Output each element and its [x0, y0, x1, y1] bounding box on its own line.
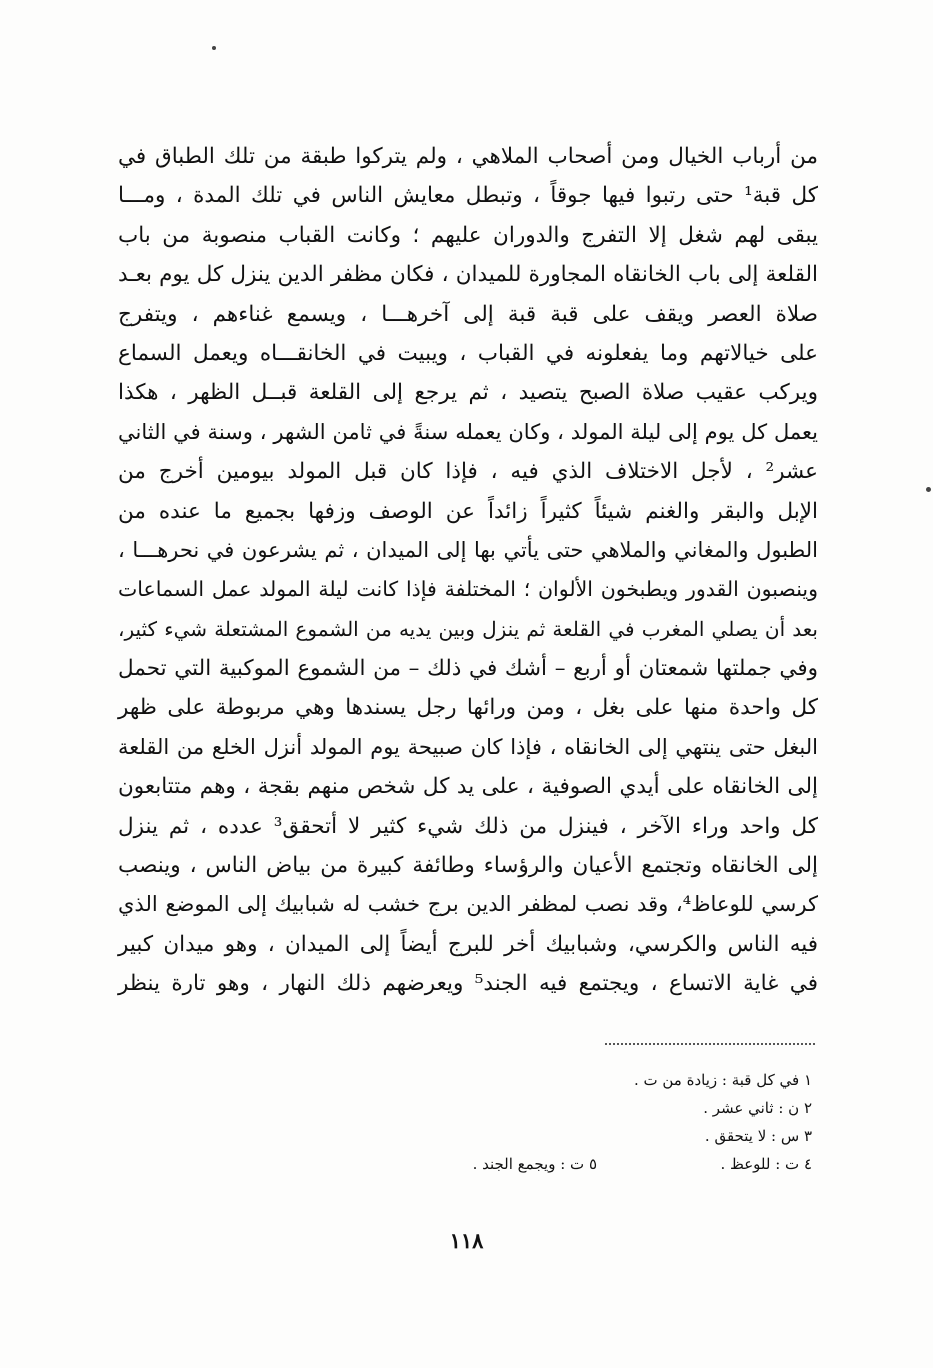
- footnote-3: ٣ س : لا يتحقق .: [704, 1127, 812, 1145]
- text-line: على خيالاتهم وما يفعلونه في القباب ، ويبيت في الخانقـــاه ويعمل السماع: [118, 340, 818, 366]
- text-line: إلى الخانقاه وتجتمع الأعيان والرؤساء وطائفة كبيرة من بياض الناس ، وينصب: [118, 853, 818, 879]
- footnote-1: ١ في كل قبة : زيادة من ت .: [633, 1071, 812, 1089]
- footnote-5: ٥ ت : ويجمع الجند .: [472, 1155, 597, 1173]
- text-line: كل واحد وراء الآخر ، فينزل من ذلك شيء كثير لا أتحقق³ عدده ، ثم ينزل: [118, 813, 818, 839]
- text-line: إلى الخانقاه على أيدي الصوفية ، على يد كل شخص منهم بقجة ، وهم متتابعون: [118, 774, 818, 800]
- dust-speck: [926, 487, 931, 492]
- text-line: الطبول والمغاني والملاهي حتى يأتي بها إلى الميدان ، ثم يشرعون في نحرهـــا ،: [118, 537, 818, 562]
- dust-speck: [212, 46, 216, 50]
- text-line: من أرباب الخيال ومن أصحاب الملاهي ، ولم يتركوا طبقة من تلك الطباق في: [118, 144, 818, 169]
- text-line: فيه الناس والكرسي، وشبابيك أخر للبرج أيضاً إلى الميدان ، وهو ميدان كبير: [118, 931, 818, 957]
- footnote-row: [380, 1150, 812, 1178]
- text-line: البغل حتى ينتهي إلى الخانقاه ، فإذا كان صبيحة يوم المولد أنزل الخلع من القلعة: [118, 734, 818, 759]
- text-line: صلاة العصر ويقف على قبة قبة إلى آخرهـــا ، ويسمع غناءهم ، ويتفرج: [118, 301, 818, 327]
- text-line: كل قبة¹ حتى رتبوا فيها جوقاً ، وتبطل معايش الناس في تلك المدة ، ومـــا: [118, 183, 818, 209]
- text-line: وينصبون القدور ويطبخون الألوان ؛ المختلفة فإذا كانت ليلة المولد عمل السماعات: [118, 577, 818, 602]
- footnote-separator: [605, 1043, 815, 1045]
- text-line: عشر² ، لأجل الاختلاف الذي فيه ، فإذا كان قبل المولد بيومين أخرج من: [118, 459, 818, 485]
- text-line: بعد أن يصلي المغرب في القلعة ثم ينزل وبين يديه من الشموع المشتعلة شيء كثير،: [118, 616, 818, 641]
- footnote-2: ٢ ن : ثاني عشر .: [703, 1099, 812, 1117]
- text-line: في غاية الاتساع ، ويجتمع فيه الجند⁵ ويعرضهم ذلك النهار ، وهو تارة ينظر: [118, 971, 818, 997]
- text-line: وفي جملتها شمعتان أو أربع – أشك في ذلك – من الشموع الموكبية التي تحمل: [118, 656, 818, 682]
- text-line: كرسي للوعاظ⁴، وقد نصب لمظفر الدين برج خشب له شبابيك إلى الموضع الذي: [118, 892, 818, 917]
- footnote-4: ٤ ت : للوعظ .: [720, 1155, 812, 1173]
- text-line: الإبل والبقر والغنم شيئاً كثيراً زائداً عن الوصف وزفها بجميع ما عنده من: [118, 498, 818, 524]
- text-line: يبقى لهم شغل إلا التفرج والدوران عليهم ؛ وكانت القباب منصوبة من باب: [118, 222, 818, 248]
- body-text: [118, 137, 818, 1004]
- page-number: ١١٨: [449, 1228, 484, 1253]
- text-line: يعمل كل يوم إلى ليلة المولد ، وكان يعمله سنةً في ثامن الشهر ، وسنة في الثاني: [118, 419, 818, 444]
- footnotes: [380, 1066, 812, 1178]
- text-line: القلعة إلى باب الخانقاه المجاورة للميدان ، فكان مظفر الدين ينزل كل يوم بعـد: [118, 262, 818, 288]
- text-line: ويركب عقيب صلاة الصبح يتصيد ، ثم يرجع إلى القلعة قبــل الظهر ، هكذا: [118, 380, 818, 406]
- text-line: كل واحدة منها على بغل ، ومن ورائها رجل يسندها وهي مربوطة على ظهر: [118, 695, 818, 721]
